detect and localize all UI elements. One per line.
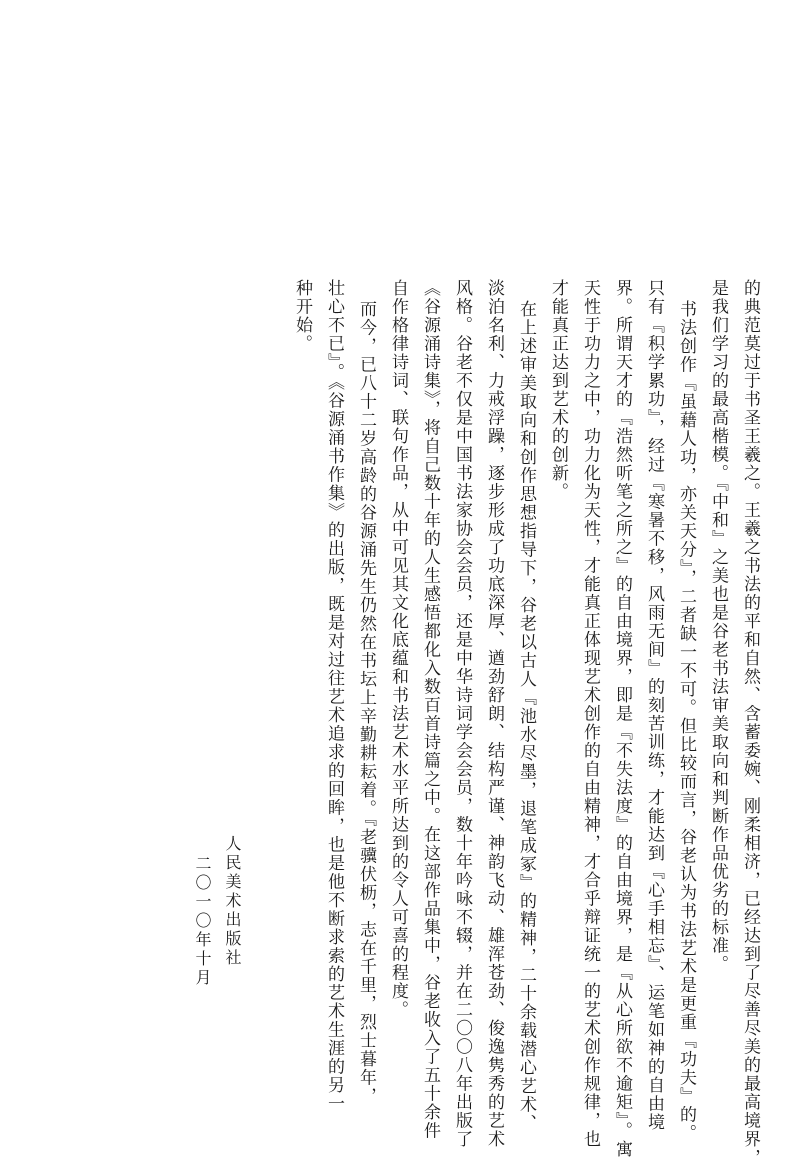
text-column: 书法创作『虽藉人功，亦关天分』，二者缺一不可。但比较而言，谷老认为书法艺术是更重『功夫』的。	[676, 300, 696, 1143]
publisher-signature: 人民美术出版社	[223, 835, 242, 968]
text-column: 淡泊名利、力戒浮躁，逐步形成了功底深厚、遒劲舒朗、结构严谨、神韵飞动、雄浑苍劲、俊逸隽秀的艺术	[484, 279, 504, 1149]
text-column: 种开始。	[292, 279, 312, 353]
text-column: 界。所谓天才的『浩然听笔之所之』的自由境界，即是『不失法度』的自由境界，是『从心所欲不逾矩』。寓	[612, 279, 632, 1159]
date-signature: 二〇一〇年十月	[193, 855, 212, 988]
text-column: 风格。谷老不仅是中国书法家协会会员，还是中华诗词学会会员，数十年吟咏不辍，并在二〇〇八年出版了	[452, 279, 472, 1149]
text-column: 《谷源涌诗集》，将自己数十年的人生感悟都化入数百首诗篇之中。在这部作品集中，谷老收入了五十余件	[420, 279, 440, 1140]
text-column: 而今，已八十二岁高龄的谷源涌先生仍然在书坛上辛勤耕耘着。『老骥伏枥，志在千里，烈士暮年，	[356, 300, 376, 1106]
text-column: 在上述审美取向和创作思想指导下，谷老以古人『池水尽墨，退笔成冢』的精神，二十余载潜心艺术、	[516, 300, 536, 1133]
text-column: 壮心不已』。《谷源涌书作集》的出版，既是对过往艺术追求的回眸，也是他不断求索的艺术生涯的另一	[324, 279, 344, 1113]
text-column: 只有『积学累功』，经过『寒暑不移，风雨无间』的刻苦训练，才能达到『心手相忘』、运笔如神的自由境	[644, 279, 664, 1132]
text-column: 自作格律诗词、联句作品，从中可见其文化底蕴和书法艺术水平所达到的令人可喜的程度。	[388, 279, 408, 1019]
text-column: 才能真正达到艺术的创新。	[548, 279, 568, 501]
text-column: 是我们学习的最高楷模。『中和』之美也是谷老书法审美取向和判断作品优劣的标准。	[708, 279, 728, 974]
text-column: 天性于功力之中，功力化为天性，才能真正体现艺术创作的自由精神，才合乎辩证统一的艺术创作规律，也	[580, 279, 600, 1149]
text-column: 的典范莫过于书圣王羲之。王羲之书法的平和自然、含蓄委婉、刚柔相济，已经达到了尽善尽美的最高境界，	[740, 279, 760, 1167]
